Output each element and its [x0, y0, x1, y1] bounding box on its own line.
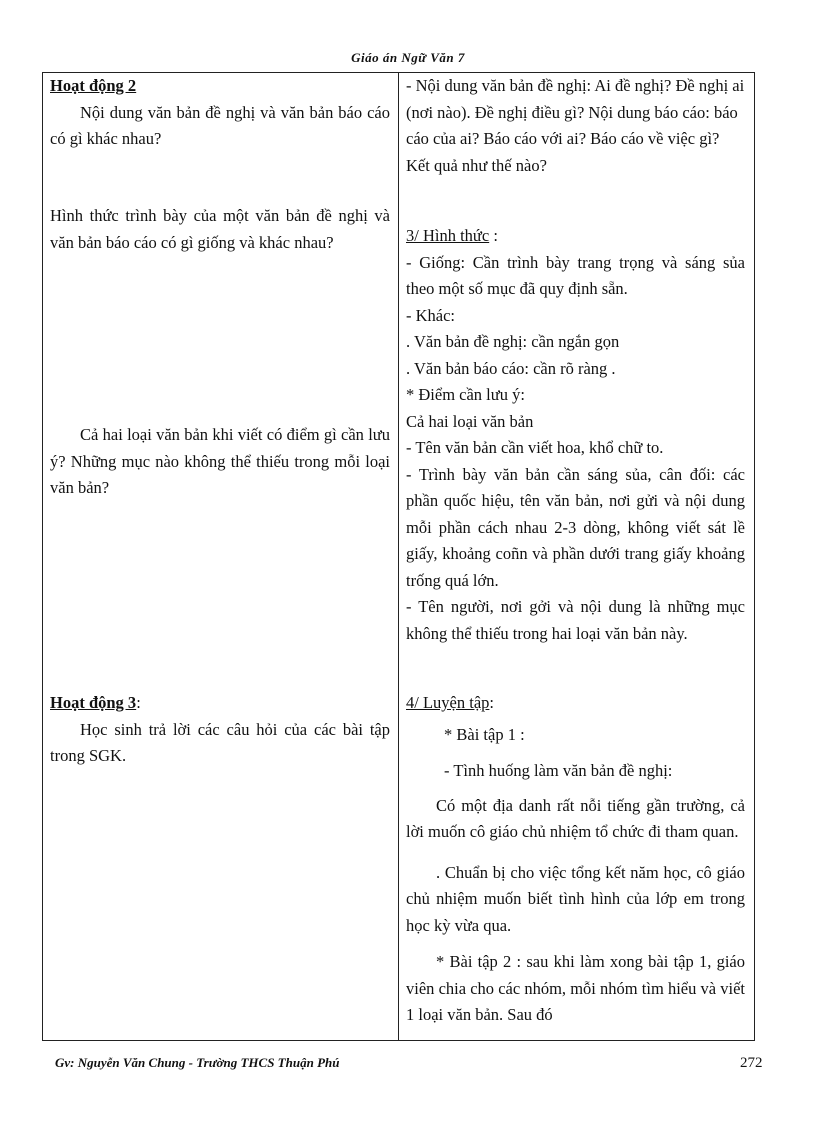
exercise-1-case-a: Có một địa danh rất nỗi tiếng gần trường, cả lời muốn cô giáo chủ nhiệm tổ chức đi tham quan.: [406, 795, 745, 841]
question-notes: Cả hai loại văn bản khi viết có điểm gì cần lưu ý? Những mục nào không thể thiếu trong mỗi loại văn bản?: [50, 425, 390, 497]
activity-3-block: Hoạt động 3: Học sinh trả lời các câu hỏi của các bài tập trong SGK.: [50, 690, 390, 770]
exercise-1-case-b: . Chuẩn bị cho việc tổng kết năm học, cô giáo chủ nhiệm muốn biết tình hình của lớp em trong học kỳ vừa qua.: [406, 862, 745, 935]
page-footer-teacher: Gv: Nguyễn Văn Chung - Trường THCS Thuận Phú: [55, 1055, 340, 1070]
exercise-1-heading: * Bài tập 1 :: [444, 724, 525, 744]
form-diff: - Khác:: [406, 305, 456, 325]
form-diff-proposal: . Văn bản đề nghị: cần ngắn gọn: [406, 332, 620, 351]
practice-section: 4/ Luyện tập: * Bài tập 1 : - Tình huống làm văn bản đề nghị: Có một địa danh rất nỗi tiếng gần trường, cả lời muốn cô giáo chủ nhiệm tổ chức đi tham quan. . Chuẩn bị cho việc tổng kết năm học, cô giáo chủ nhiệm muốn biết tình hình của lớp em trong học kỳ vừa qua. * Bài tập 2 : sau khi làm xong bài tập 1, giáo viên chia cho các nhóm, mỗi nhóm tìm hiểu và viết 1 loại văn bản. Sau đó: [406, 690, 745, 1029]
form-section: 3/ Hình thức : - Giống: Cần trình bày trang trọng và sáng sủa theo một số mục đã quy định sẵn. - Khác: . Văn bản đề nghị: cần ngắn gọn . Văn bản báo cáo: cần rõ ràng . * Điểm cần lưu ý: Cả hai loại văn bản - Tên văn bản cần viết hoa, khổ chữ to. - Trình bày văn bản cần sáng sủa, cân đối: các phần quốc hiệu, tên văn bản, nơi gửi và nội dung mỗi phần cách nhau 2-3 dòng, không viết sát lề giấy, khoảng coñn và phần dưới trang giấy khoảng trống quá lớn. - Tên người, nơi gởi và nội dung là những mục không thể thiếu trong hai loại văn bản này.: [406, 223, 745, 647]
form-same: - Giống: Cần trình bày trang trọng và sáng sủa theo một số mục đã quy định sẵn.: [406, 252, 745, 298]
question-exercises: Học sinh trả lời các câu hỏi của các bài tập trong SGK.: [50, 719, 390, 765]
activity-2-block: [50, 73, 390, 153]
page-number: 272: [740, 1055, 763, 1071]
left-column: [43, 73, 399, 1040]
note-intro: Cả hai loại văn bản: [406, 411, 534, 431]
form-heading: 3/ Hình thức: [406, 226, 490, 245]
note-layout: - Trình bày văn bản cần sáng sủa, cân đối: các phần quốc hiệu, tên văn bản, nơi gửi và nội dung mỗi phần cách nhau 2-3 dòng, không viết sát lề giấy, khoảng coñn và phần dưới trang giấy khoảng trống quá lớn.: [406, 464, 745, 590]
note-required-items: - Tên người, nơi gởi và nội dung là những mục không thể thiếu trong hai loại văn bản này.: [406, 597, 745, 643]
question-form-comparison: Hình thức trình bày của một văn bản đề nghị và văn bản báo cáo có gì giống và khác nhau?: [50, 206, 390, 252]
note-title-uppercase: - Tên văn bản cần viết hoa, khổ chữ to.: [406, 438, 664, 457]
content-comparison-answer: - Nội dung văn bản đề nghị: Ai đề nghị? Đề nghị ai (nơi nào). Đề nghị điều gì? Nội dung báo cáo: báo cáo của ai? Báo cáo với ai? Báo cáo về việc gì? Kết quả như thế nào?: [406, 76, 745, 175]
practice-heading: 4/ Luyện tập: [406, 693, 490, 712]
activity-3-heading: Hoạt động 3: [50, 693, 137, 712]
question-content-difference: Nội dung văn bản đề nghị và văn bản báo cáo có gì khác nhau?: [50, 102, 390, 148]
activity-2-heading: Hoạt động 2: [50, 76, 137, 95]
exercise-1-situation: - Tình huống làm văn bản đề nghị:: [444, 760, 673, 780]
right-column: [399, 73, 754, 1040]
page-header: Giáo án Ngữ Văn 7: [351, 50, 465, 65]
exercise-2: * Bài tập 2 : sau khi làm xong bài tập 1, giáo viên chia cho các nhóm, mỗi nhóm tìm hiểu và viết 1 loại văn bản. Sau đó: [406, 952, 745, 1024]
lesson-table: [42, 72, 755, 1041]
form-diff-report: . Văn bản báo cáo: cần rõ ràng .: [406, 358, 616, 378]
note-heading: * Điểm cần lưu ý:: [406, 385, 525, 404]
